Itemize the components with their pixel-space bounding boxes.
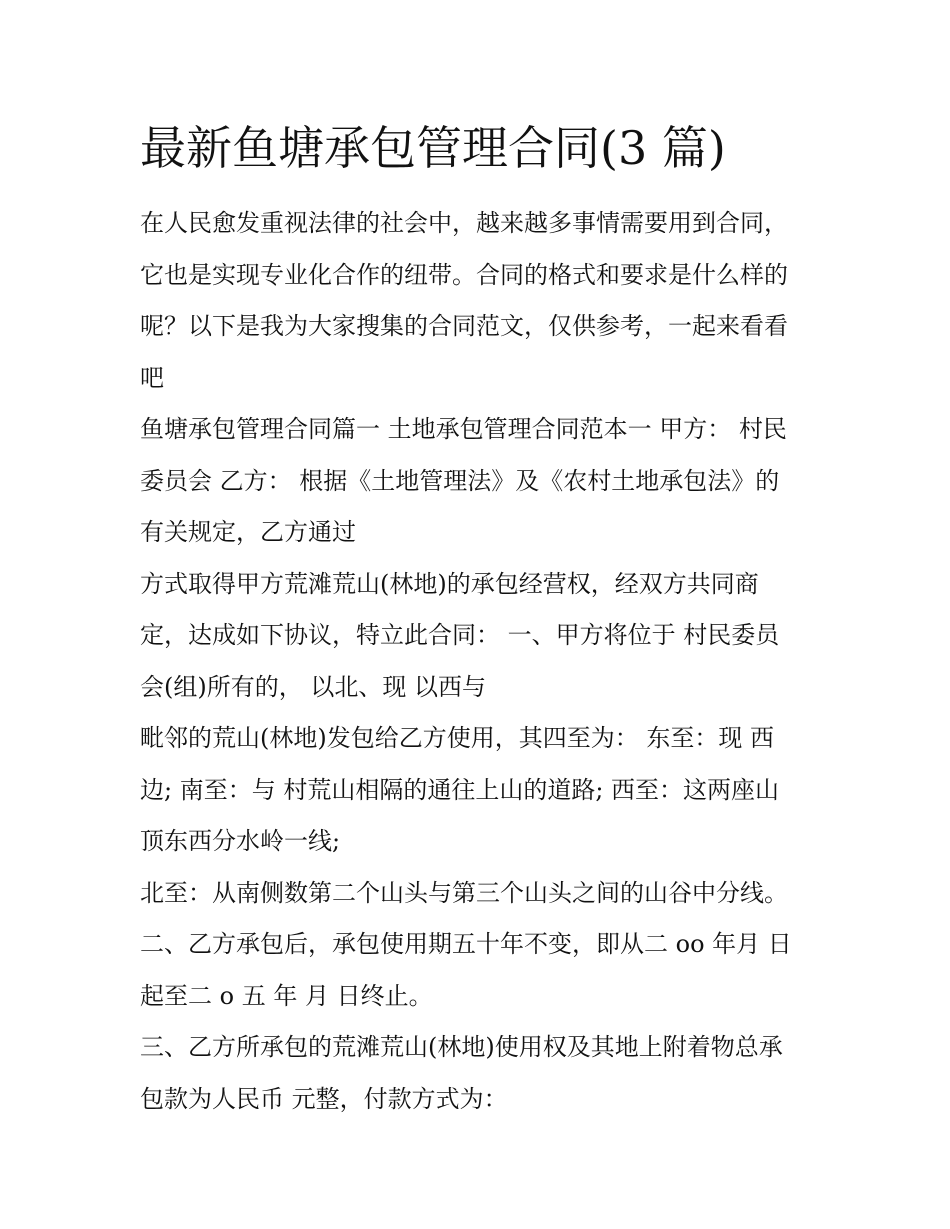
document-body	[140, 198, 820, 1125]
body-line: 呢？以下是我为大家搜集的合同范文，仅供参考，一起来看看	[140, 312, 788, 340]
body-line: 委员会 乙方： 根据《土地管理法》及《农村土地承包法》的	[140, 466, 780, 495]
body-line: 顶东西分水岭一线;	[140, 827, 341, 855]
document-title: 最新鱼塘承包管理合同(3 篇)	[140, 121, 726, 175]
body-line: 边; 南至：与 村荒山相隔的通往上山的道路; 西至：这两座山	[140, 775, 780, 804]
body-line: 方式取得甲方荒滩荒山(林地)的承包经营权，经双方共同商	[140, 569, 759, 598]
body-line: 定，达成如下协议，特立此合同： 一、甲方将位于 村民委员	[140, 621, 780, 649]
body-line: 毗邻的荒山(林地)发包给乙方使用，其四至为： 东至：现 西	[140, 724, 774, 752]
body-line: 有关规定，乙方通过	[140, 518, 356, 546]
body-line: 会(组)所有的， 以北、现 以西与	[140, 672, 486, 701]
body-line: 鱼塘承包管理合同篇一 土地承包管理合同范本一 甲方： 村民	[140, 415, 787, 443]
body-line: 在人民愈发重视法律的社会中，越来越多事情需要用到合同，	[140, 209, 788, 237]
body-line: 它也是实现专业化合作的纽带。合同的格式和要求是什么样的	[140, 260, 788, 289]
body-line: 起至二 o 五 年 月 日终止。	[140, 981, 433, 1010]
body-line: 二、乙方承包后，承包使用期五十年不变，即从二 oo 年月 日	[140, 930, 792, 958]
body-line: 吧	[140, 363, 164, 392]
body-line: 包款为人民币 元整，付款方式为：	[140, 1084, 508, 1113]
body-line: 北至：从南侧数第二个山头与第三个山头之间的山谷中分线。	[140, 878, 788, 907]
body-line: 三、乙方所承包的荒滩荒山(林地)使用权及其地上附着物总承	[140, 1033, 783, 1061]
